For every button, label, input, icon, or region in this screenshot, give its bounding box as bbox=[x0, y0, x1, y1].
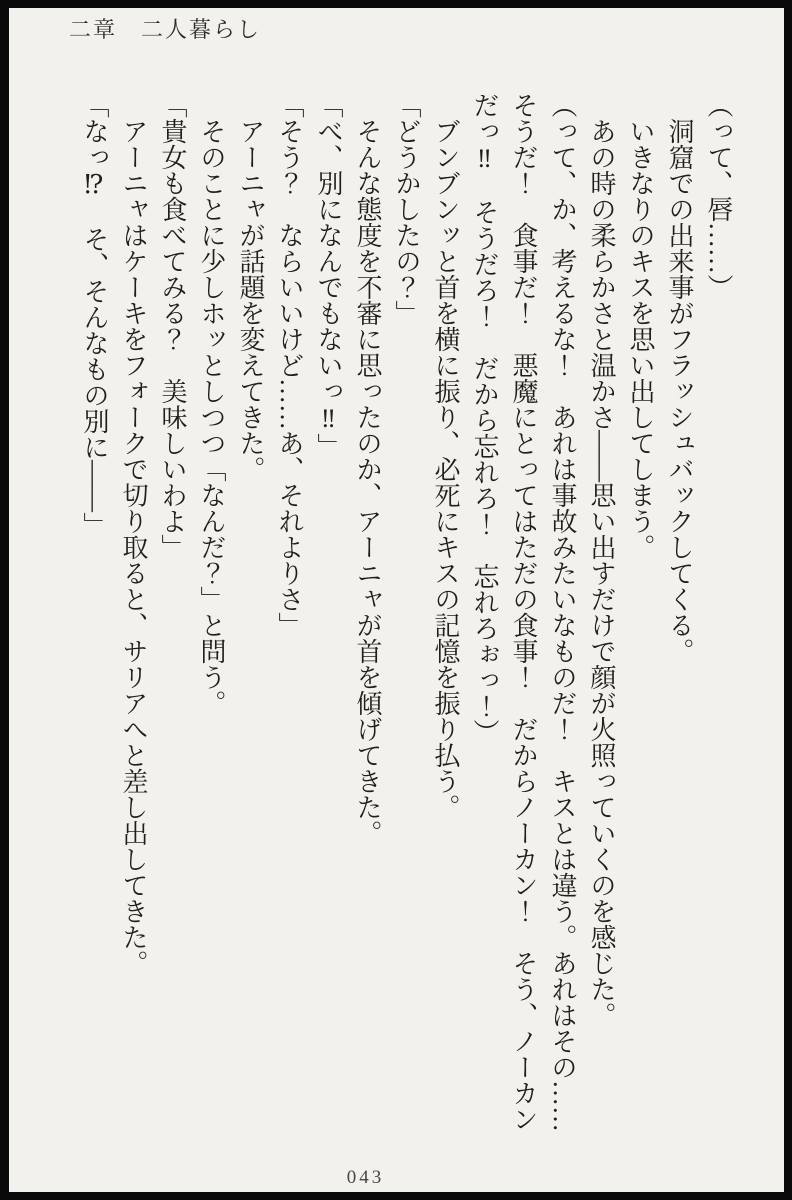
novel-paragraph: そのことに少しホッとしつつ「なんだ？」と問う。 bbox=[197, 118, 226, 716]
novel-paragraph: 「貴女も食べてみる？ 美味しいわよ」 bbox=[158, 92, 187, 560]
novel-paragraph: そんな態度を不審に思ったのか、アーニャが首を傾げてきた。 bbox=[353, 118, 382, 846]
novel-paragraph: 洞窟での出来事がフラッシュバックしてくる。 bbox=[665, 118, 694, 664]
novel-paragraph: （って、か、考えるな！ あれは事故みたいなものだ！ キスとは違う。あれはその……そうだ！ 食事だ！ 悪魔にとってはただの食事！ だからノーカン！ そう、ノーカンだっ‼ そうだろ！ だから忘れろ！ 忘れろぉっ！） bbox=[470, 92, 577, 1132]
novel-paragraph: いきなりのキスを思い出してしまう。 bbox=[626, 118, 655, 560]
novel-paragraph: アーニャが話題を変えてきた。 bbox=[236, 118, 265, 482]
page-number: 043 bbox=[346, 1167, 385, 1188]
novel-paragraph: あの時の柔らかさと温かさ——思い出すだけで顔が火照っていくのを感じた。 bbox=[587, 118, 616, 1028]
body-text bbox=[75, 92, 738, 1142]
novel-paragraph: 「なっ⁉ そ、そんなもの別に——」 bbox=[80, 92, 109, 538]
novel-paragraph: 「どうかしたの？」 bbox=[392, 92, 421, 326]
chapter-header: 二章 二人暮らし bbox=[69, 17, 262, 42]
novel-page bbox=[9, 8, 784, 1192]
novel-paragraph: ブンブンッと首を横に振り、必死にキスの記憶を振り払う。 bbox=[431, 118, 460, 820]
novel-paragraph: アーニャはケーキをフォークで切り取ると、サリアへと差し出してきた。 bbox=[119, 118, 148, 976]
novel-paragraph: （って、唇……） bbox=[704, 92, 733, 300]
novel-paragraph: 「そう？ ならいいけど……あ、それよりさ」 bbox=[275, 92, 304, 638]
novel-paragraph: 「べ、別になんでもないっ‼」 bbox=[314, 92, 343, 459]
